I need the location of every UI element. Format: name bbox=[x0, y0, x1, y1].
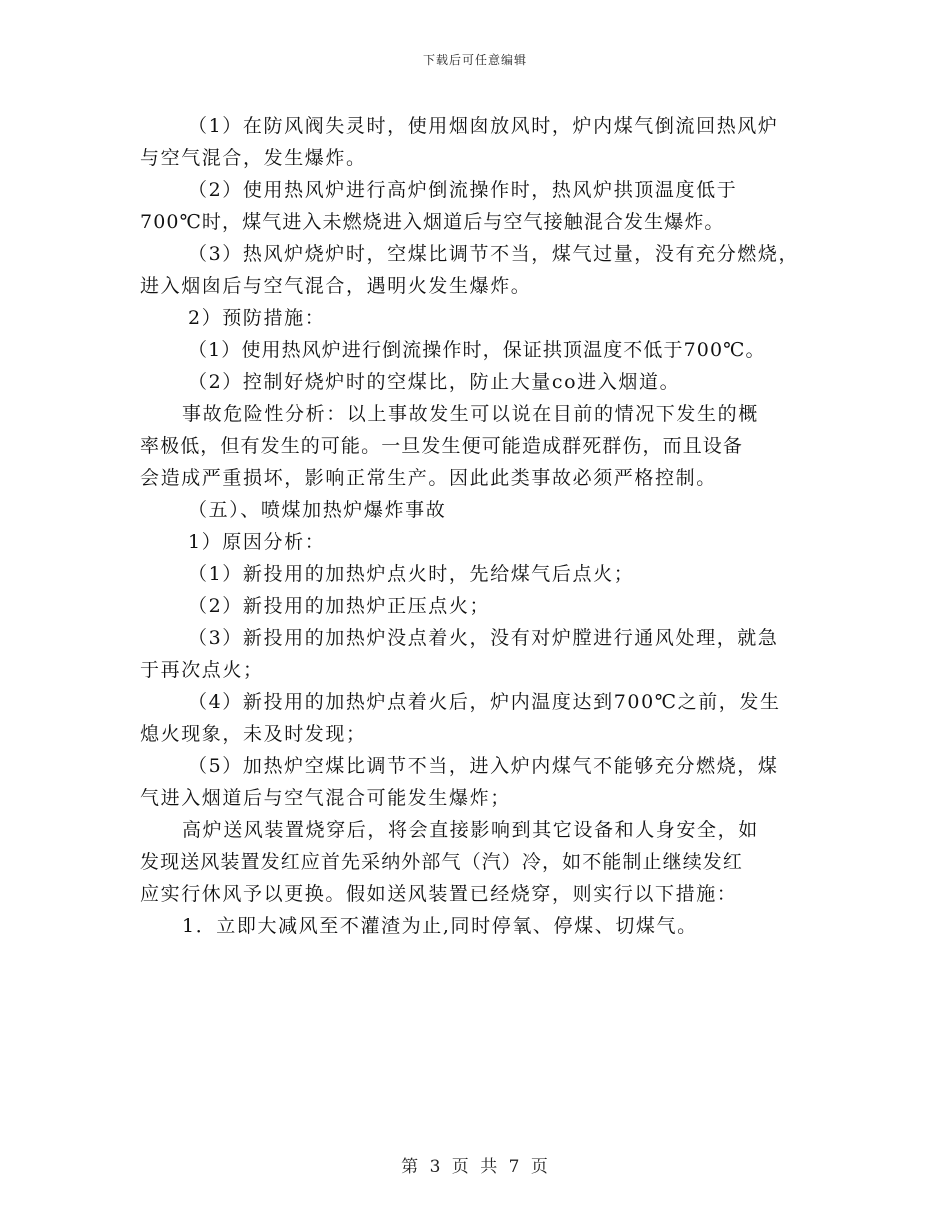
paragraph-line: 700℃时，煤气进入未燃烧进入烟道后与空气接触混合发生爆炸。 bbox=[140, 211, 725, 233]
page-number: 第 3 页 共 7 页 bbox=[401, 1157, 549, 1177]
paragraph-line: 高炉送风装置烧穿后，将会直接影响到其它设备和人身安全，如 bbox=[182, 819, 759, 841]
paragraph-line: （1）在防风阀失灵时，使用烟囱放风时，炉内煤气倒流回热风炉 bbox=[188, 115, 779, 137]
paragraph-line: 熄火现象，未及时发现； bbox=[140, 723, 367, 745]
paragraph-line: （1）使用热风炉进行倒流操作时，保证拱顶温度不低于700℃。 bbox=[188, 339, 766, 361]
paragraph-line: 应实行休风予以更换。假如送风装置已经烧穿，则实行以下措施： bbox=[140, 883, 738, 905]
document-body bbox=[140, 110, 820, 942]
section-heading: 1）原因分析： bbox=[188, 531, 326, 553]
paragraph-line: （2）使用热风炉进行高炉倒流操作时，热风炉拱顶温度低于 bbox=[188, 179, 738, 201]
paragraph-line: 率极低，但有发生的可能。一旦发生便可能造成群死群伤，而且设备 bbox=[140, 435, 744, 457]
section-heading: 2）预防措施： bbox=[188, 307, 326, 329]
paragraph-line: （3）热风炉烧炉时，空煤比调节不当，煤气过量，没有充分燃烧， bbox=[188, 243, 800, 265]
paragraph-line: （4）新投用的加热炉点着火后，炉内温度达到700℃之前，发生 bbox=[188, 691, 781, 713]
paragraph-line: 进入烟囱后与空气混合，遇明火发生爆炸。 bbox=[140, 275, 532, 297]
paragraph-line: （2）控制好烧炉时的空煤比，防止大量co进入烟道。 bbox=[188, 371, 681, 393]
paragraph-line: 发现送风装置发红应首先采纳外部气（汽）冷，如不能制止继续发红 bbox=[140, 851, 744, 873]
paragraph-line: （3）新投用的加热炉没点着火，没有对炉膛进行通风处理，就急 bbox=[188, 627, 779, 649]
paragraph-line: 于再次点火； bbox=[140, 659, 264, 681]
paragraph-line: 1．立即大减风至不灌渣为止,同时停氧、停煤、切煤气。 bbox=[182, 915, 698, 937]
paragraph-line: 与空气混合，发生爆炸。 bbox=[140, 147, 367, 169]
paragraph-line: 会造成严重损坏，影响正常生产。因此此类事故必须严格控制。 bbox=[140, 467, 717, 489]
paragraph-line: 气进入烟道后与空气混合可能发生爆炸； bbox=[140, 787, 511, 809]
paragraph-line: （5）加热炉空煤比调节不当，进入炉内煤气不能够充分燃烧，煤 bbox=[188, 755, 779, 777]
paragraph-line: （2）新投用的加热炉正压点火； bbox=[188, 595, 491, 617]
section-heading: （五）、喷煤加热炉爆炸事故 bbox=[188, 499, 447, 521]
page-header: 下载后可任意编辑 bbox=[422, 53, 527, 67]
paragraph-line: （1）新投用的加热炉点火时，先给煤气后点火； bbox=[188, 563, 635, 585]
paragraph-line: 事故危险性分析：以上事故发生可以说在目前的情况下发生的概 bbox=[182, 403, 759, 425]
